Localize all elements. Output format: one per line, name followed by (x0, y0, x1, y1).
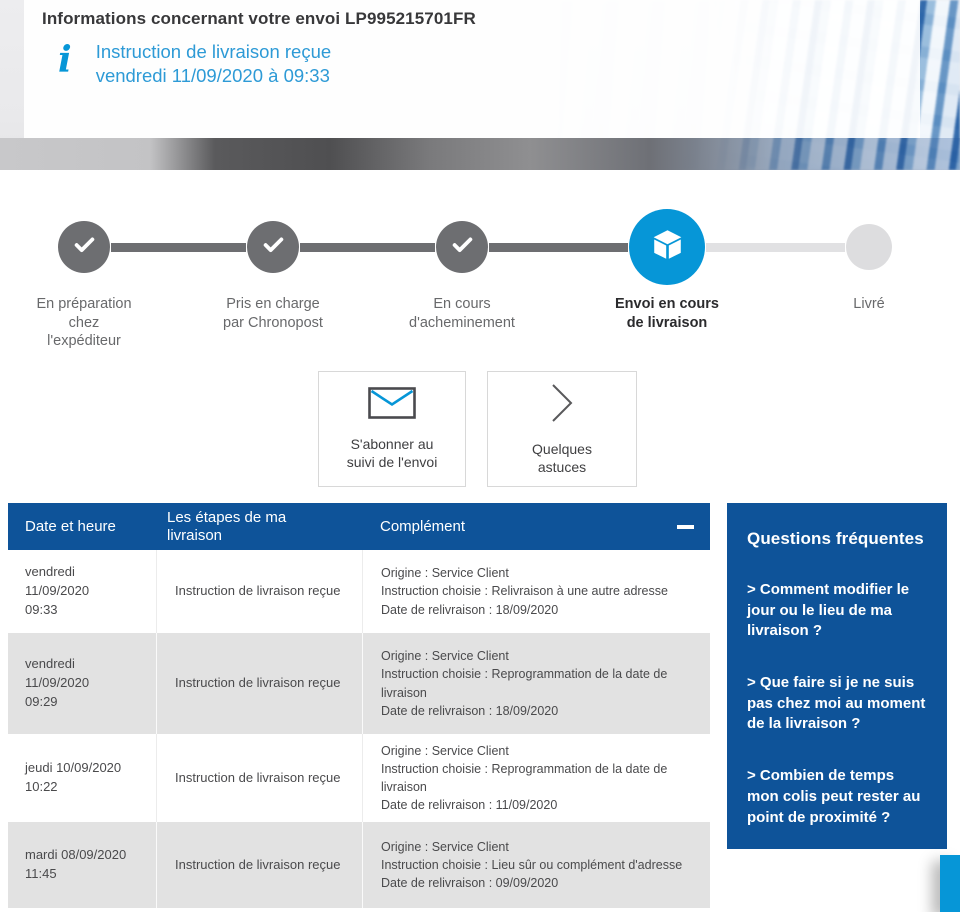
step-label-delivered: Livré (853, 296, 885, 312)
faq-panel (727, 503, 947, 876)
step-circle-pickup (247, 221, 299, 273)
package-icon (650, 227, 685, 267)
connector-done-3 (489, 243, 628, 252)
header-steps: Les étapes de ma livraison (167, 509, 287, 544)
step-circle-delivered (846, 224, 892, 270)
collapse-table-button[interactable] (674, 516, 696, 538)
main-content (0, 503, 960, 912)
table-row (8, 734, 710, 822)
hero-photo-bottom (0, 138, 960, 170)
row-date: vendredi 11/09/2020 09:33 (25, 564, 90, 617)
status-line-2: vendredi 11/09/2020 à 09:33 (95, 65, 330, 87)
row-complement: Origine : Service Client Instruction choisie : Reprogrammation de la date de livraison Date de relivraison : 18/09/2020 (362, 633, 710, 734)
row-date: mardi 08/09/2020 11:45 (25, 847, 127, 881)
shipment-status (58, 40, 331, 89)
feedback-tab[interactable] (940, 855, 960, 912)
hero-banner (0, 0, 960, 170)
faq-link-not-home[interactable]: > Que faire si je ne suis pas chez moi au moment de la livraison ? (747, 674, 926, 733)
row-step: Instruction de livraison reçue (156, 633, 362, 734)
connector-done-2 (300, 243, 435, 252)
tips-label: Quelques astuces (532, 440, 592, 475)
header-complement: Complément (380, 517, 466, 535)
check-icon (71, 231, 98, 263)
step-label-transit: En cours d'acheminement (409, 296, 515, 331)
step-circle-out-for-delivery (629, 209, 705, 285)
info-icon: i (58, 39, 72, 81)
chevron-right-icon (549, 382, 575, 429)
row-date: vendredi 11/09/2020 09:29 (25, 656, 90, 709)
subscribe-tracking-button[interactable] (318, 371, 466, 487)
tracking-history-table (8, 503, 710, 908)
check-icon (449, 231, 476, 263)
row-step: Instruction de livraison reçue (156, 734, 362, 822)
minus-icon (677, 525, 694, 529)
step-circle-preparation (58, 221, 110, 273)
tips-button[interactable] (487, 371, 637, 487)
envelope-icon (368, 387, 416, 424)
subscribe-tracking-label: S'abonner au suivi de l'envoi (346, 435, 438, 470)
header-date: Date et heure (25, 517, 116, 535)
status-text (96, 40, 331, 89)
status-line-1: Instruction de livraison reçue (95, 41, 332, 62)
faq-link-modify-delivery[interactable]: > Comment modifier le jour ou le lieu de ma livraison ? (747, 581, 910, 640)
table-row (8, 550, 710, 633)
faq-title: Questions fréquentes (747, 529, 924, 548)
table-row (8, 822, 710, 908)
faq-link-pickup-duration[interactable]: > Combien de temps mon colis peut rester au point de proximité ? (747, 767, 921, 826)
connector-pending (706, 243, 845, 252)
row-complement: Origine : Service Client Instruction choisie : Reprogrammation de la date de livraison Date de relivraison : 11/09/2020 (362, 734, 710, 822)
connector-done-1 (111, 243, 246, 252)
step-label-pickup: Pris en charge par Chronopost (223, 296, 323, 331)
table-header (8, 503, 710, 550)
row-step: Instruction de livraison reçue (156, 550, 362, 633)
row-step: Instruction de livraison reçue (156, 822, 362, 908)
shipment-info-panel (24, 0, 920, 138)
step-label-preparation: En préparation chez l'expéditeur (36, 296, 132, 350)
page-title: Informations concernant votre envoi LP995215701FR (42, 9, 476, 28)
step-label-out-for-delivery: Envoi en cours de livraison (615, 296, 719, 331)
step-circle-transit (436, 221, 488, 273)
delivery-progress-tracker (0, 170, 960, 355)
row-complement: Origine : Service Client Instruction choisie : Relivraison à une autre adresse Date de relivraison : 18/09/2020 (362, 550, 710, 633)
row-date: jeudi 10/09/2020 10:22 (25, 760, 122, 794)
row-complement: Origine : Service Client Instruction choisie : Lieu sûr ou complément d'adresse Date de relivraison : 09/09/2020 (362, 822, 710, 908)
faq-see-all-link[interactable]: Voir toutes les FAQ (747, 858, 885, 876)
table-row (8, 633, 710, 734)
check-icon (260, 231, 287, 263)
